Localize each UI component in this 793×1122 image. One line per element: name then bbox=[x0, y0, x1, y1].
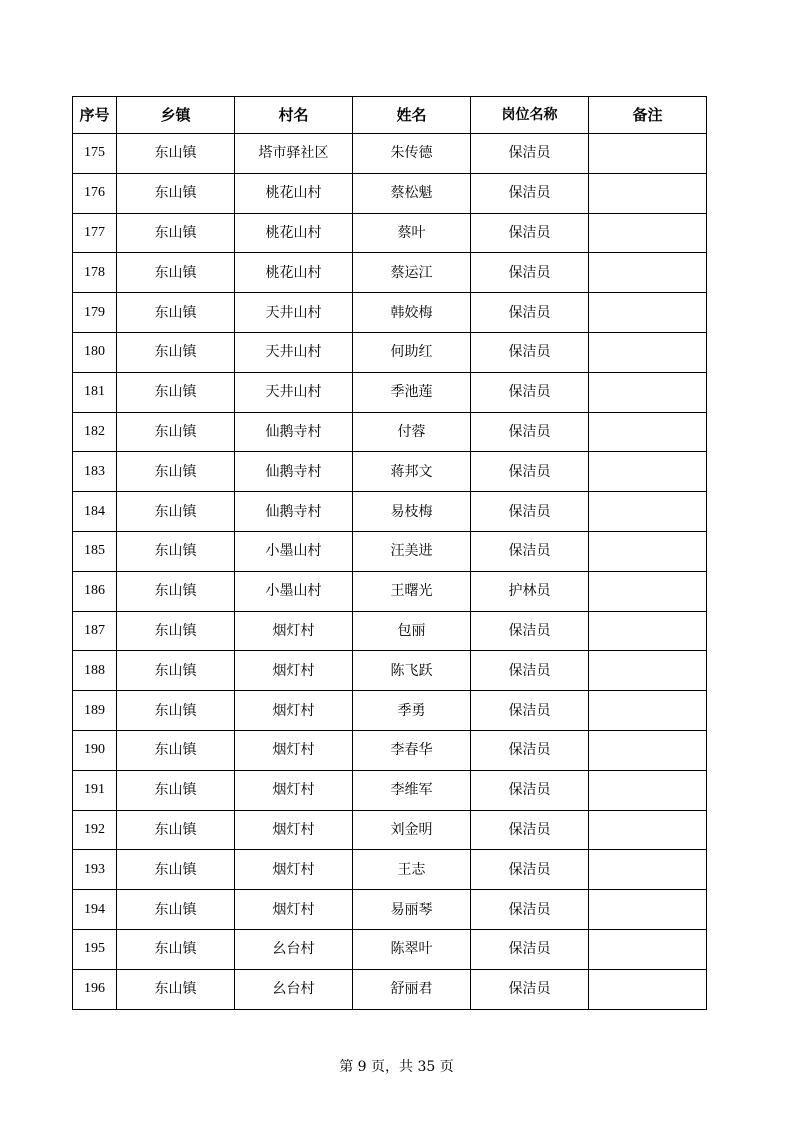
cell-remarks bbox=[589, 890, 707, 930]
cell-village: 仙鹅寺村 bbox=[235, 412, 353, 452]
cell-remarks bbox=[589, 691, 707, 731]
cell-remarks bbox=[589, 969, 707, 1009]
cell-remarks bbox=[589, 173, 707, 213]
cell-village: 塔市驿社区 bbox=[235, 134, 353, 174]
table-row bbox=[73, 571, 707, 611]
cell-name: 易枝梅 bbox=[353, 492, 471, 532]
table-row bbox=[73, 969, 707, 1009]
cell-township: 东山镇 bbox=[117, 452, 235, 492]
cell-index: 175 bbox=[73, 134, 117, 174]
cell-position: 保洁员 bbox=[471, 134, 589, 174]
cell-village: 仙鹅寺村 bbox=[235, 452, 353, 492]
cell-township: 东山镇 bbox=[117, 412, 235, 452]
cell-index: 185 bbox=[73, 531, 117, 571]
table-row bbox=[73, 492, 707, 532]
cell-township: 东山镇 bbox=[117, 651, 235, 691]
cell-township: 东山镇 bbox=[117, 372, 235, 412]
cell-index: 189 bbox=[73, 691, 117, 731]
header-village: 村名 bbox=[235, 97, 353, 134]
header-index: 序号 bbox=[73, 97, 117, 134]
cell-index: 184 bbox=[73, 492, 117, 532]
cell-township: 东山镇 bbox=[117, 134, 235, 174]
cell-position: 保洁员 bbox=[471, 730, 589, 770]
cell-village: 天井山村 bbox=[235, 372, 353, 412]
cell-village: 烟灯村 bbox=[235, 850, 353, 890]
table-row bbox=[73, 412, 707, 452]
cell-name: 刘金明 bbox=[353, 810, 471, 850]
cell-position: 保洁员 bbox=[471, 372, 589, 412]
roster-table bbox=[72, 96, 707, 1010]
cell-township: 东山镇 bbox=[117, 770, 235, 810]
cell-remarks bbox=[589, 253, 707, 293]
cell-township: 东山镇 bbox=[117, 691, 235, 731]
cell-township: 东山镇 bbox=[117, 611, 235, 651]
cell-index: 183 bbox=[73, 452, 117, 492]
cell-remarks bbox=[589, 770, 707, 810]
cell-township: 东山镇 bbox=[117, 810, 235, 850]
table-row bbox=[73, 810, 707, 850]
table-row bbox=[73, 651, 707, 691]
cell-position: 保洁员 bbox=[471, 691, 589, 731]
cell-position: 保洁员 bbox=[471, 929, 589, 969]
cell-remarks bbox=[589, 611, 707, 651]
table-row bbox=[73, 691, 707, 731]
cell-remarks bbox=[589, 452, 707, 492]
table-row bbox=[73, 929, 707, 969]
cell-name: 王志 bbox=[353, 850, 471, 890]
cell-index: 193 bbox=[73, 850, 117, 890]
cell-name: 何助红 bbox=[353, 332, 471, 372]
cell-village: 烟灯村 bbox=[235, 810, 353, 850]
cell-village: 天井山村 bbox=[235, 332, 353, 372]
cell-village: 烟灯村 bbox=[235, 770, 353, 810]
cell-name: 付蓉 bbox=[353, 412, 471, 452]
cell-remarks bbox=[589, 850, 707, 890]
cell-name: 陈飞跃 bbox=[353, 651, 471, 691]
cell-index: 182 bbox=[73, 412, 117, 452]
cell-position: 保洁员 bbox=[471, 293, 589, 333]
cell-village: 桃花山村 bbox=[235, 173, 353, 213]
cell-remarks bbox=[589, 571, 707, 611]
cell-index: 176 bbox=[73, 173, 117, 213]
table-row bbox=[73, 770, 707, 810]
cell-name: 蔡松魁 bbox=[353, 173, 471, 213]
table-row bbox=[73, 850, 707, 890]
cell-name: 蔡叶 bbox=[353, 213, 471, 253]
table-row bbox=[73, 253, 707, 293]
cell-name: 蔡运江 bbox=[353, 253, 471, 293]
cell-remarks bbox=[589, 213, 707, 253]
cell-remarks bbox=[589, 929, 707, 969]
table-row bbox=[73, 611, 707, 651]
cell-name: 易丽琴 bbox=[353, 890, 471, 930]
cell-position: 保洁员 bbox=[471, 452, 589, 492]
cell-village: 烟灯村 bbox=[235, 651, 353, 691]
cell-index: 179 bbox=[73, 293, 117, 333]
cell-name: 韩姣梅 bbox=[353, 293, 471, 333]
cell-position: 保洁员 bbox=[471, 332, 589, 372]
header-remarks: 备注 bbox=[589, 97, 707, 134]
cell-index: 190 bbox=[73, 730, 117, 770]
cell-village: 幺台村 bbox=[235, 929, 353, 969]
cell-name: 李春华 bbox=[353, 730, 471, 770]
cell-position: 保洁员 bbox=[471, 969, 589, 1009]
cell-name: 包丽 bbox=[353, 611, 471, 651]
cell-position: 保洁员 bbox=[471, 651, 589, 691]
cell-remarks bbox=[589, 492, 707, 532]
cell-township: 东山镇 bbox=[117, 850, 235, 890]
cell-index: 192 bbox=[73, 810, 117, 850]
cell-index: 186 bbox=[73, 571, 117, 611]
page-footer: 第 9 页，共 35 页 bbox=[339, 1059, 454, 1075]
header-name: 姓名 bbox=[353, 97, 471, 134]
cell-index: 195 bbox=[73, 929, 117, 969]
cell-township: 东山镇 bbox=[117, 332, 235, 372]
table-row bbox=[73, 531, 707, 571]
table-header-row bbox=[73, 97, 707, 134]
cell-remarks bbox=[589, 134, 707, 174]
cell-name: 王曙光 bbox=[353, 571, 471, 611]
cell-index: 187 bbox=[73, 611, 117, 651]
cell-position: 保洁员 bbox=[471, 173, 589, 213]
cell-position: 保洁员 bbox=[471, 890, 589, 930]
cell-name: 季池莲 bbox=[353, 372, 471, 412]
cell-village: 烟灯村 bbox=[235, 890, 353, 930]
table-row bbox=[73, 213, 707, 253]
cell-position: 保洁员 bbox=[471, 213, 589, 253]
cell-remarks bbox=[589, 372, 707, 412]
cell-village: 烟灯村 bbox=[235, 691, 353, 731]
table-row bbox=[73, 173, 707, 213]
cell-township: 东山镇 bbox=[117, 492, 235, 532]
cell-village: 烟灯村 bbox=[235, 611, 353, 651]
cell-name: 陈翠叶 bbox=[353, 929, 471, 969]
cell-remarks bbox=[589, 651, 707, 691]
header-position: 岗位名称 bbox=[471, 97, 589, 134]
table-row bbox=[73, 332, 707, 372]
cell-index: 178 bbox=[73, 253, 117, 293]
cell-township: 东山镇 bbox=[117, 173, 235, 213]
cell-index: 177 bbox=[73, 213, 117, 253]
table-row bbox=[73, 134, 707, 174]
cell-name: 蒋邦文 bbox=[353, 452, 471, 492]
cell-village: 烟灯村 bbox=[235, 730, 353, 770]
cell-position: 保洁员 bbox=[471, 492, 589, 532]
header-township: 乡镇 bbox=[117, 97, 235, 134]
cell-township: 东山镇 bbox=[117, 929, 235, 969]
cell-remarks bbox=[589, 810, 707, 850]
cell-village: 仙鹅寺村 bbox=[235, 492, 353, 532]
cell-index: 181 bbox=[73, 372, 117, 412]
cell-village: 小墨山村 bbox=[235, 571, 353, 611]
cell-township: 东山镇 bbox=[117, 571, 235, 611]
cell-name: 朱传德 bbox=[353, 134, 471, 174]
table-row bbox=[73, 730, 707, 770]
cell-index: 196 bbox=[73, 969, 117, 1009]
cell-name: 季勇 bbox=[353, 691, 471, 731]
cell-township: 东山镇 bbox=[117, 253, 235, 293]
cell-village: 小墨山村 bbox=[235, 531, 353, 571]
cell-position: 保洁员 bbox=[471, 850, 589, 890]
cell-position: 保洁员 bbox=[471, 770, 589, 810]
cell-index: 180 bbox=[73, 332, 117, 372]
table-row bbox=[73, 293, 707, 333]
cell-township: 东山镇 bbox=[117, 293, 235, 333]
cell-index: 191 bbox=[73, 770, 117, 810]
cell-village: 桃花山村 bbox=[235, 213, 353, 253]
cell-township: 东山镇 bbox=[117, 531, 235, 571]
cell-position: 保洁员 bbox=[471, 412, 589, 452]
cell-index: 194 bbox=[73, 890, 117, 930]
cell-position: 保洁员 bbox=[471, 253, 589, 293]
cell-remarks bbox=[589, 293, 707, 333]
table-row bbox=[73, 452, 707, 492]
cell-name: 李维军 bbox=[353, 770, 471, 810]
cell-index: 188 bbox=[73, 651, 117, 691]
cell-township: 东山镇 bbox=[117, 213, 235, 253]
cell-remarks bbox=[589, 730, 707, 770]
cell-name: 汪美进 bbox=[353, 531, 471, 571]
cell-township: 东山镇 bbox=[117, 730, 235, 770]
cell-village: 幺台村 bbox=[235, 969, 353, 1009]
cell-township: 东山镇 bbox=[117, 969, 235, 1009]
table-body bbox=[73, 134, 707, 1010]
cell-position: 保洁员 bbox=[471, 810, 589, 850]
table-row bbox=[73, 372, 707, 412]
cell-name: 舒丽君 bbox=[353, 969, 471, 1009]
cell-township: 东山镇 bbox=[117, 890, 235, 930]
cell-village: 天井山村 bbox=[235, 293, 353, 333]
cell-position: 护林员 bbox=[471, 571, 589, 611]
cell-remarks bbox=[589, 332, 707, 372]
cell-remarks bbox=[589, 412, 707, 452]
cell-position: 保洁员 bbox=[471, 531, 589, 571]
cell-village: 桃花山村 bbox=[235, 253, 353, 293]
cell-remarks bbox=[589, 531, 707, 571]
cell-position: 保洁员 bbox=[471, 611, 589, 651]
table-row bbox=[73, 890, 707, 930]
